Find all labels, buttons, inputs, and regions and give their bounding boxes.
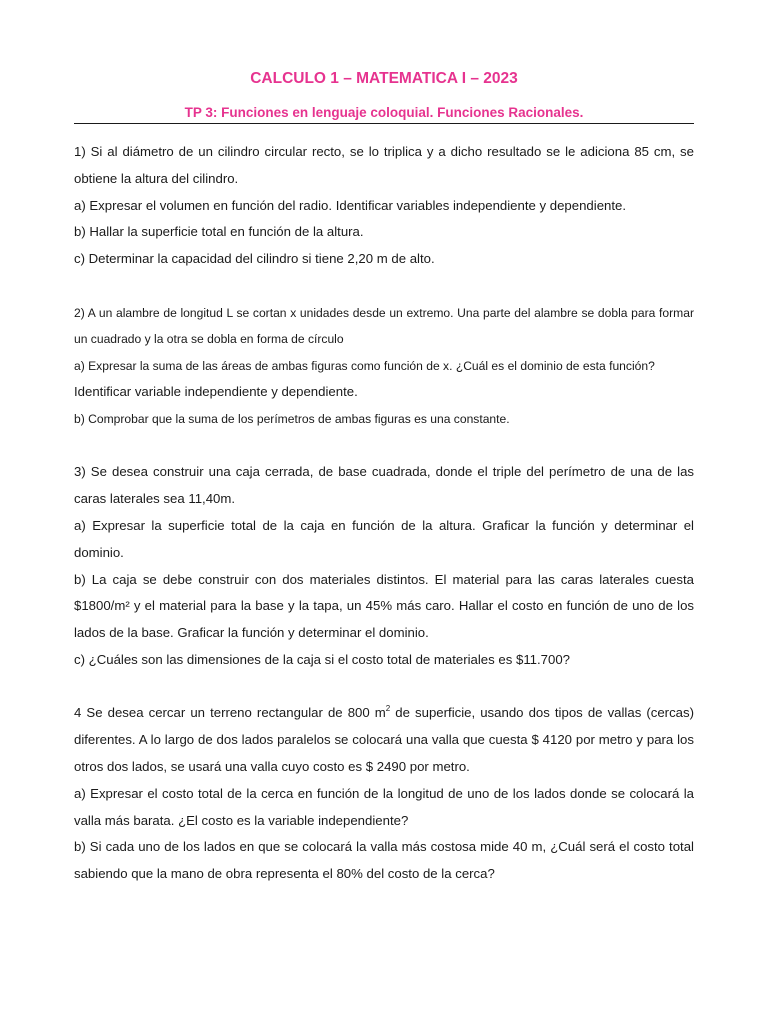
exercise-1-item-b: b) Hallar la superficie total en función de la altura. (74, 224, 364, 240)
exercise-2-item-a-continued: Identificar variable independiente y dependiente. (74, 384, 358, 400)
exercise-1 (74, 139, 694, 273)
exercise-4-item-b: b) Si cada uno de los lados en que se colocará la valla más costosa mide 40 m, ¿Cuál será el costo total sabiendo que la mano de obra representa el 80% del costo de la cerca? (74, 839, 694, 882)
document-title: CALCULO 1 – MATEMATICA I – 2023 (250, 70, 518, 87)
exercise-1-statement: 1) Si al diámetro de un cilindro circular recto, se lo triplica y a dicho resultado se le adiciona 85 cm, se obtiene la altura del cilindro. (74, 144, 694, 186)
exercise-list (74, 139, 694, 888)
exercise-3-item-a: a) Expresar la superficie total de la caja en función de la altura. Graficar la función y determinar el dominio. (74, 517, 694, 560)
exercise-4-statement-end: de superficie, usando dos tipos de vallas (cercas) diferentes. A lo largo de dos lados paralelos se colocará una valla que cuesta $ 4120 por metro y para los otros dos lados, se usará una valla cuyo costo es $ 2490 por metro. (74, 705, 694, 774)
spacer (74, 273, 694, 300)
exercise-3-item-c: c) ¿Cuáles son las dimensiones de la caja si el costo total de materiales es $11.700? (74, 651, 571, 667)
exercise-3-statement: 3) Se desea construir una caja cerrada, de base cuadrada, donde el triple del perímetro de una de las caras laterales sea 11,40m. (74, 464, 694, 507)
exercise-2 (74, 300, 694, 433)
exercise-4-statement (74, 700, 694, 780)
exercise-2-statement: 2) A un alambre de longitud L se cortan x unidades desde un extremo. Una parte del alambre se dobla para formar un cuadrado y la otra se dobla en forma de círculo (74, 305, 694, 347)
exercise-4-statement-start: 4 Se desea cercar un terreno rectangular de 800 m (74, 705, 386, 721)
spacer (74, 433, 694, 460)
spacer (74, 674, 694, 701)
exercise-2-item-a: a) Expresar la suma de las áreas de ambas figuras como función de x. ¿Cuál es el dominio de esta función? (74, 358, 655, 373)
area-exponent: 2 (385, 703, 391, 713)
document-subtitle: TP 3: Funciones en lenguaje coloquial. Funciones Racionales. (184, 105, 584, 120)
exercise-2-item-b: b) Comprobar que la suma de los perímetros de ambas figuras es una constante. (74, 412, 510, 427)
exercise-4-item-a: a) Expresar el costo total de la cerca en función de la longitud de uno de los lados donde se colocará la valla más barata. ¿El costo es la variable independiente? (74, 785, 694, 828)
exercise-3-item-b: b) La caja se debe construir con dos materiales distintos. El material para las caras laterales cuesta $1800/m² y el material para la base y la tapa, un 45% más caro. Hallar el costo en función de uno de los lados de la base. Graficar la función y determinar el dominio. (74, 571, 694, 641)
title-divider (74, 123, 694, 124)
exercise-1-item-c: c) Determinar la capacidad del cilindro si tiene 2,20 m de alto. (74, 251, 435, 267)
exercise-4 (74, 700, 694, 888)
exercise-3 (74, 459, 694, 673)
exercise-1-item-a: a) Expresar el volumen en función del radio. Identificar variables independiente y dependiente. (74, 197, 627, 213)
